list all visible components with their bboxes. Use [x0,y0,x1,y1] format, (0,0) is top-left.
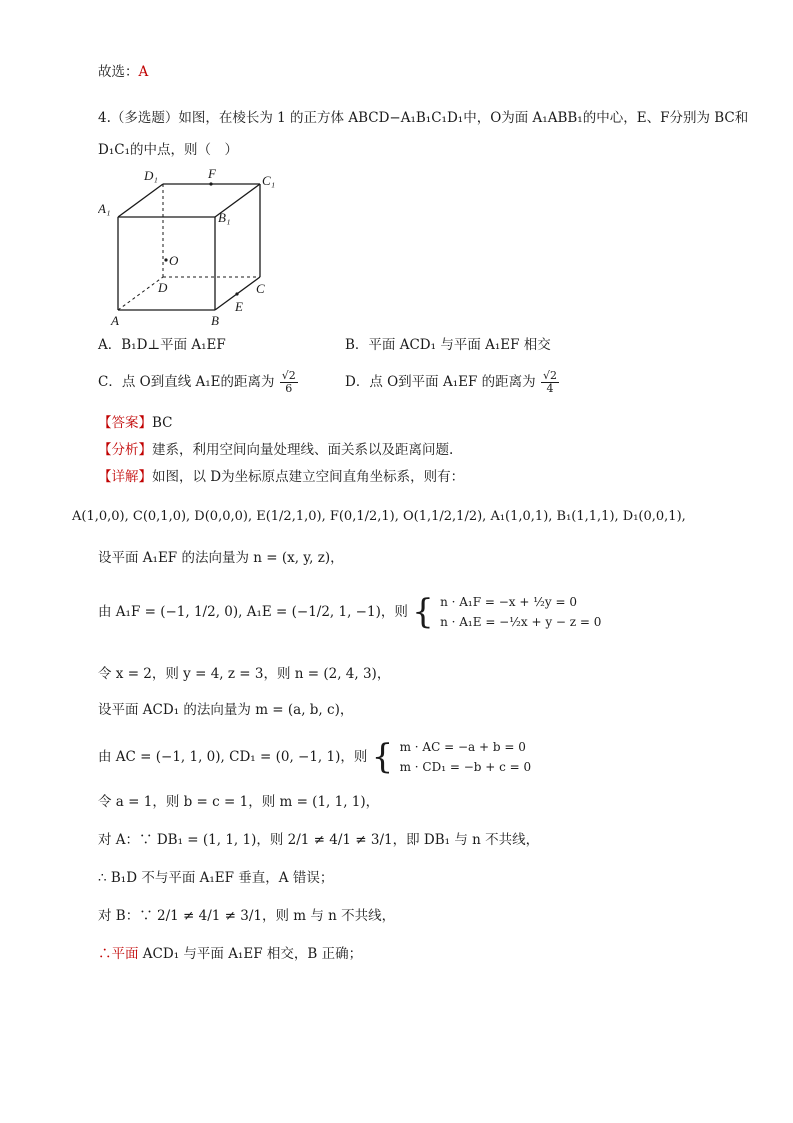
option-D-fraction: $\frac{√2}{4}$ [542,369,557,395]
step-check-A: 对 A：∵ DB₁ = (1, 1, 1)，则 2/1 ≠ 4/1 ≠ 3/1，即 DB₁ 与 n 不共线， [98,832,540,848]
label-D: D [158,280,168,295]
step-check-B: 对 B：∵ 2/1 ≠ 4/1 ≠ 3/1，则 m 与 n 不共线， [98,908,396,924]
system-m-eq1: m · AC = −a + b = 0 [399,740,526,754]
previous-answer-value: A [138,64,149,80]
label-C: C [256,281,265,296]
system-m-eq2: m · CD₁ = −b + c = 0 [399,760,532,774]
previous-answer-line: 故选：A [98,64,149,80]
step-conclude-B: ∴平面 ACD₁ 与平面 A₁EF 相交，B 正确； [98,946,363,962]
option-C: C．点 O到直线 A₁E的距离为 $\frac{√2}{6}$ [98,369,296,395]
detail-line: 【详解】如图，以 D为坐标原点建立空间直角坐标系，则有： [98,469,465,485]
label-A: A [111,313,119,328]
label-D1: D₁ [144,168,158,183]
step-solve-n: 令 x = 2，则 y = 4, z = 3，则 n = (2, 4, 3)， [98,666,391,682]
question-line-2: D₁C₁的中点，则（ ） [98,142,238,158]
step-normal-n: 设平面 A₁EF 的法向量为 n = (x, y, z)， [98,550,344,566]
step-normal-m: 设平面 ACD₁ 的法向量为 m = (a, b, c)， [98,702,354,718]
label-O: O [169,253,179,268]
system-n-eq2: n · A₁E = −½x + y − z = 0 [440,615,602,629]
option-C-fraction: $\frac{√2}{6}$ [281,369,296,395]
analysis-line: 【分析】建系，利用空间向量处理线、面关系以及距离问题. [98,442,454,458]
option-A: A．B₁D⊥平面 A₁EF [98,337,226,353]
answer-line: 【答案】BC [98,415,173,431]
label-A1: A₁ [98,201,111,216]
analysis-tag: 【分析】 [98,442,152,458]
label-C1: C₁ [262,173,276,188]
option-B: B．平面 ACD₁ 与平面 A₁EF 相交 [345,337,551,353]
step-system-n: 由 A₁F = (−1, 1/2, 0), A₁E = (−1/2, 1, −1)，则 { n · A₁F = −x + ½y = 0 n · A₁E = −½x + y − z = 0 [98,592,602,632]
question-line-1: 4.（多选题）如图，在棱长为 1 的正方体 ABCD−A₁B₁C₁D₁中，O为面 A₁ABB₁的中心，E、F分别为 BC和 [98,110,749,126]
answer-tag: 【答案】 [98,415,152,431]
cube-figure [98,165,298,330]
label-B1: B₁ [218,210,231,225]
step-system-m: 由 AC = (−1, 1, 0), CD₁ = (0, −1, 1)，则 { m · AC = −a + b = 0 m · CD₁ = −b + c = 0 [98,737,532,777]
label-F: F [208,166,216,181]
option-D: D．点 O到平面 A₁EF 的距离为 $\frac{√2}{4}$ [345,369,557,395]
step-conclude-A: ∴ B₁D 不与平面 A₁EF 垂直，A 错误； [98,870,334,886]
label-B: B [211,313,219,328]
step-solve-m: 令 a = 1，则 b = c = 1，则 m = (1, 1, 1)， [98,794,380,810]
coordinates-line: A(1,0,0), C(0,1,0), D(0,0,0), E(1/2,1,0), F(0,1/2,1), O(1,1/2,1/2), A₁(1,0,1), B₁(1,1,1), D₁(0,0,1), [72,509,686,524]
system-n-eq1: n · A₁F = −x + ½y = 0 [440,595,577,609]
label-E: E [235,299,243,314]
detail-tag: 【详解】 [98,469,152,485]
